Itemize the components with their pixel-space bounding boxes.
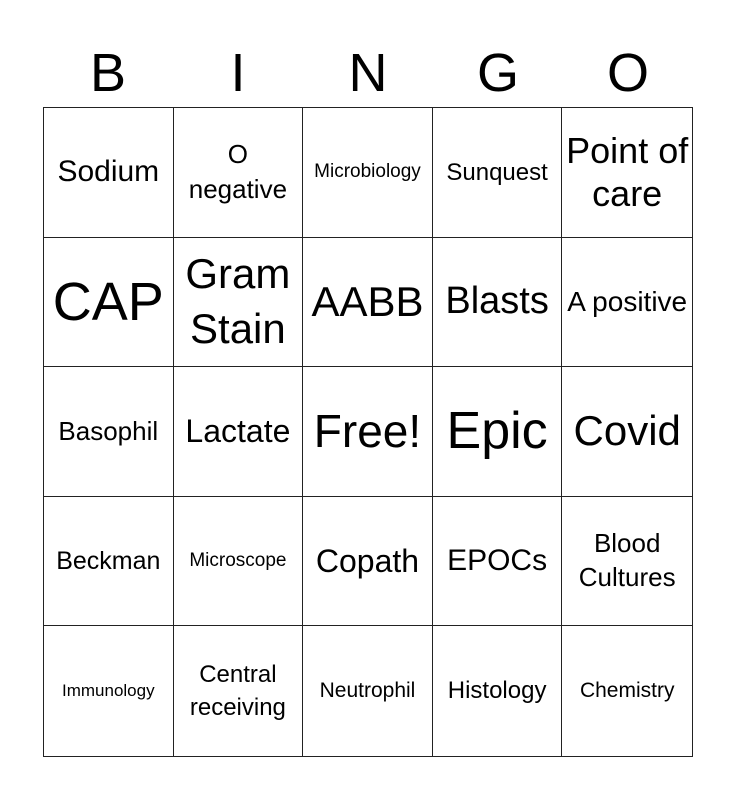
cell-label: Free! (313, 405, 422, 458)
bingo-cell[interactable] (303, 108, 433, 238)
bingo-cell[interactable] (44, 108, 174, 238)
cell-label: O negative (188, 139, 288, 205)
cell-label: Sodium (57, 155, 160, 189)
cell-label: Blasts (445, 280, 549, 323)
bingo-cell[interactable] (562, 238, 692, 368)
bingo-cell[interactable] (303, 238, 433, 368)
bingo-cell[interactable] (433, 108, 563, 238)
bingo-cell[interactable] (44, 367, 174, 497)
cell-label: Epic (446, 401, 548, 460)
bingo-cell[interactable] (174, 626, 304, 756)
bingo-cell[interactable] (433, 367, 563, 497)
free-space-cell[interactable] (303, 367, 433, 497)
bingo-cell[interactable] (174, 367, 304, 497)
cell-label: Blood Cultures (578, 528, 676, 593)
header-letter: G (476, 43, 519, 103)
bingo-cell[interactable] (174, 238, 304, 368)
cell-label: Histology (447, 677, 547, 705)
header-letter: I (230, 43, 246, 103)
bingo-board (43, 107, 693, 757)
bingo-cell[interactable] (433, 238, 563, 368)
bingo-cell[interactable] (562, 108, 692, 238)
header-letter: N (348, 43, 388, 103)
cell-label: A positive (567, 285, 688, 317)
bingo-cell[interactable] (433, 626, 563, 756)
cell-label: Sunquest (446, 158, 548, 186)
cell-label: Immunology (61, 681, 155, 701)
cell-label: Covid (573, 407, 681, 455)
bingo-cell[interactable] (174, 497, 304, 627)
cell-label: Copath (315, 542, 420, 579)
cell-label: EPOCs (447, 543, 548, 577)
cell-label: Basophil (58, 415, 159, 446)
cell-label: Central receiving (189, 660, 286, 722)
bingo-header (43, 40, 693, 106)
bingo-cell[interactable] (562, 497, 692, 627)
bingo-cell[interactable] (303, 626, 433, 756)
bingo-cell[interactable] (562, 367, 692, 497)
cell-label: Microscope (189, 550, 287, 572)
bingo-cell[interactable] (303, 497, 433, 627)
bingo-cell[interactable] (44, 238, 174, 368)
cell-label: Lactate (185, 413, 291, 450)
cell-label: Chemistry (579, 679, 675, 703)
cell-label: CAP (52, 271, 164, 332)
bingo-cell[interactable] (44, 626, 174, 756)
header-letter: O (606, 43, 649, 103)
cell-label: Beckman (56, 546, 161, 575)
bingo-cell[interactable] (174, 108, 304, 238)
cell-label: Neutrophil (319, 679, 416, 703)
header-letter: B (89, 43, 127, 103)
cell-label: Gram Stain (185, 250, 291, 352)
cell-label: AABB (311, 277, 424, 325)
bingo-cell[interactable] (562, 626, 692, 756)
bingo-cell[interactable] (433, 497, 563, 627)
cell-label: Microbiology (314, 161, 421, 183)
cell-label: Point of care (566, 130, 689, 215)
bingo-cell[interactable] (44, 497, 174, 627)
